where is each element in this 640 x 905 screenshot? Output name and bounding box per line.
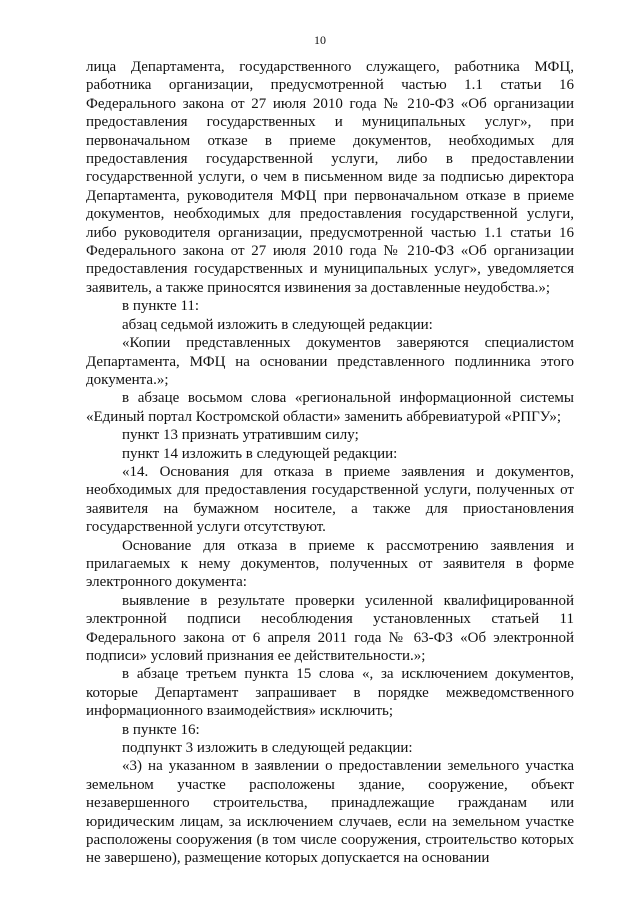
paragraph: в абзаце восьмом слова «региональной информационной системы «Единый портал Костромской области» заменить аббревиатурой «РПГУ»; (86, 390, 574, 425)
paragraph: Основание для отказа в приеме к рассмотрению заявления и прилагаемых к нему документов, полученных от заявителя в форме электронного документа: (86, 537, 574, 591)
paragraph: в абзаце третьем пункта 15 слова «, за исключением документов, которые Департамент запрашивает в порядке межведомственного информационного взаимодействия» исключить; (86, 666, 574, 720)
paragraph: «14. Основания для отказа в приеме заявления и документов, необходимых для предоставления государственной услуги, полученных от заявителя на бумажном носителе, а также для приостановления государственной услуги отсутствуют. (86, 463, 574, 536)
paragraph: пункт 13 признать утратившим силу; (122, 427, 359, 444)
paragraph: «3) на указанном в заявлении о предоставлении земельного участка земельном участке расположены здание, сооружение, объект незавершенного строительства, принадлежащие гражданам или юридическим лицам, за исключением случаев, если на земельном участке расположены сооружения (в том числе сооружения, строительство которых не завершено), размещение которых допускается на основании (86, 758, 574, 867)
document-body (86, 58, 574, 868)
paragraph: пункт 14 изложить в следующей редакции: (122, 445, 398, 462)
paragraph: абзац седьмой изложить в следующей редакции: (122, 316, 433, 333)
page-number: 10 (314, 33, 326, 47)
paragraph: лица Департамента, государственного служащего, работника МФЦ, работника организации, предусмотренной частью 1.1 статьи 16 Федерального закона от 27 июля 2010 года № 210-ФЗ «Об организации предоставления государственных и муниципальных услуг», при первоначальном отказе в приеме документов, необходимых для предоставления государственной услуги, либо в предоставлении государственной услуги, о чем в письменном виде за подписью директора Департамента, руководителя МФЦ при первоначальном отказе в приеме документов, необходимых для предоставления государственной услуги, либо руководителя организации, предусмотренной частью 1.1 статьи 16 Федерального закона от 27 июля 2010 года № 210-ФЗ «Об организации предоставления государственных и муниципальных услуг», уведомляется заявитель, а также приносятся извинения за доставленные неудобства.»; (86, 59, 574, 296)
paragraph: выявление в результате проверки усиленной квалифицированной электронной подписи несоблюдения установленных статьей 11 Федерального закона от 6 апреля 2011 года № 63-ФЗ «Об электронной подписи» условий признания ее действительности.»; (86, 592, 574, 664)
paragraph: в пункте 16: (122, 721, 200, 738)
paragraph: в пункте 11: (122, 298, 200, 315)
paragraph: подпункт 3 изложить в следующей редакции: (122, 740, 413, 757)
paragraph: «Копии представленных документов заверяются специалистом Департамента, МФЦ на основании представленного подлинника этого документа.»; (86, 335, 574, 388)
